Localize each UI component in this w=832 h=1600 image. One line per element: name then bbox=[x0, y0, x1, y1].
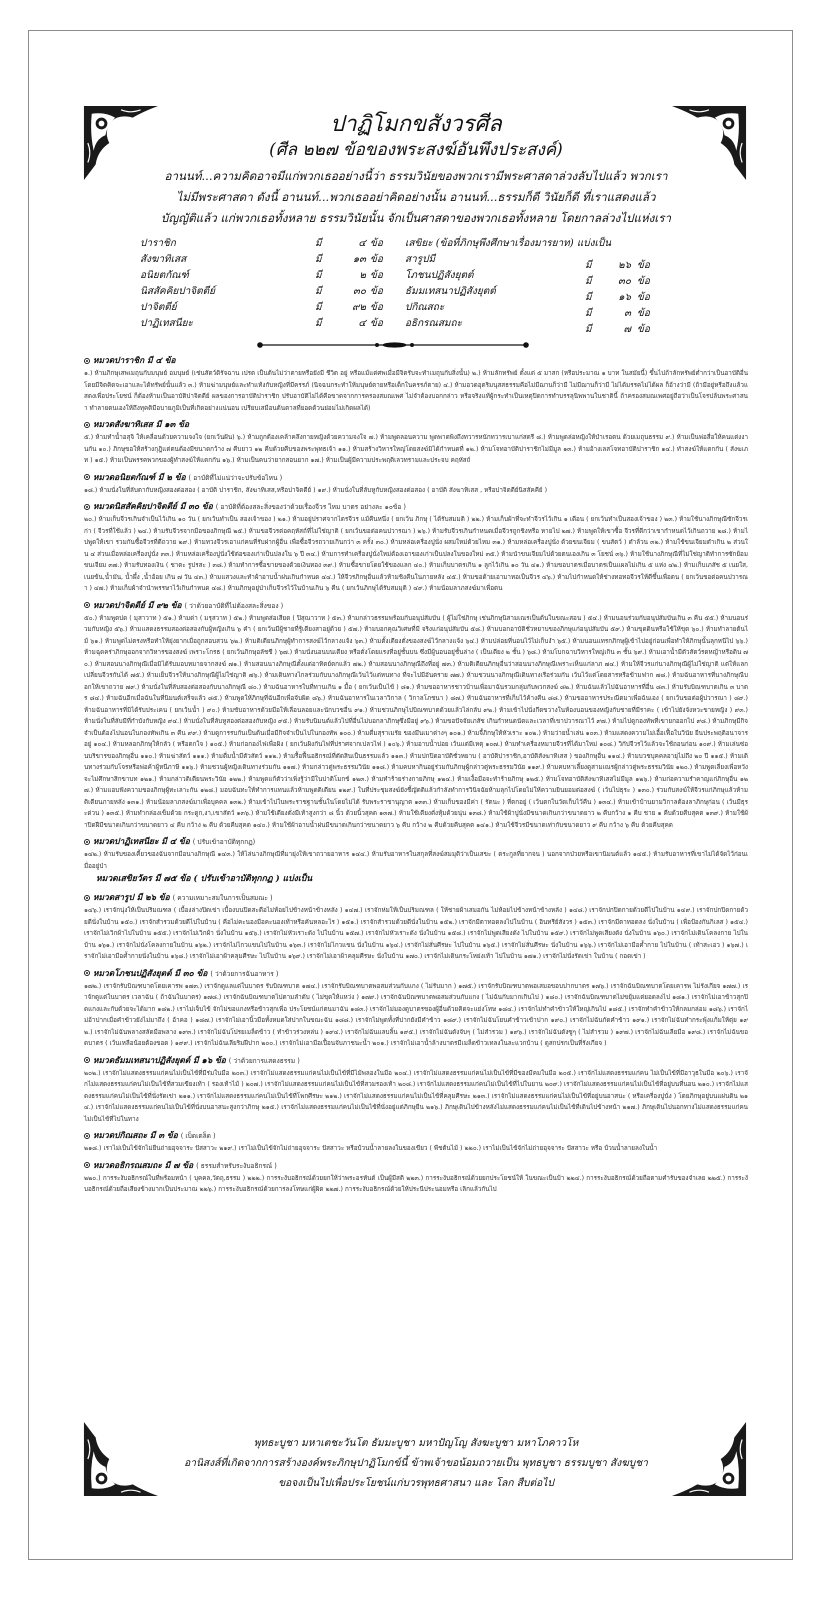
category-name: สังฆาทิเสส bbox=[140, 254, 187, 265]
page-title: ปาฏิโมกขสังวรศีล bbox=[330, 112, 502, 137]
footer-line: พุทธะบูชา มหาเตชะวันโต ธัมมะบูชา มหาปัญโญ สังฆะบูชา มหาโภคาวโห bbox=[253, 1438, 579, 1449]
group-heading-main: หมวดเสขิยวัตร มี ๗๕ ข้อ bbox=[96, 874, 191, 884]
has-label: มี bbox=[585, 308, 592, 319]
section-title: หมวดปกิณสถะ มี ๓ ข้อ bbox=[93, 1130, 178, 1140]
section-heading bbox=[84, 1158, 748, 1173]
section-note: ( อาบัติที่ต้องสละสิ่งของว่าด้วยเรื่องจีวร ไหม บาตร อย่างละ ๑๐ข้อ ) bbox=[215, 503, 407, 511]
unit-label: ข้อ bbox=[637, 308, 650, 319]
section-heading bbox=[84, 1128, 748, 1143]
unit-label: ข้อ bbox=[637, 292, 650, 303]
summary-row bbox=[140, 252, 400, 268]
bullet-icon bbox=[84, 970, 90, 976]
seikhiya-summary-row bbox=[585, 274, 725, 290]
unit-label: ข้อ bbox=[637, 260, 650, 271]
seikhiya-header: เสขิยะ (ข้อที่ภิกษุพึงศึกษาเรื่องมารยาท) แบ่งเป็น bbox=[405, 238, 612, 249]
section-text: ๒๒๐.) การระงับอธิกรณ์ในที่พร้อมหน้า ( บุคคล,วัตถุ,ธรรม ) ๒๒๒.) การระงับอธิกรณ์ด้วยยกให้ว่าพระอรหันต์ เป็นผู้มีสติ ๒๒๓.) การระงับอธิกรณ์ด้วยยกประโยชน์ให้ ในขณะเป็นบ้า ๒๒๔.) การระงับอธิกรณ์ด้วยถือตามคำรับของจำเลย ๒๒๕.) การระงับอธิกรณ์ด้วยถือเสียงข้างมากเป็นประมาณ ๒๒๖.) การระงับอธิกรณ์ด้วยการลงโทษแก่ผู้ผิด ๒๒๗.) การระงับอธิกรณ์ด้วยให้ประนีประนอมหรือ เลิกแล้วกันไป bbox=[84, 1174, 748, 1193]
unit-label: ข้อ bbox=[370, 270, 383, 281]
divider-ornament bbox=[257, 341, 529, 349]
unit-label: ข้อ bbox=[370, 286, 383, 297]
section-note: ( ว่าด้วยการฉันอาหาร ) bbox=[210, 969, 279, 978]
has-label: มี bbox=[315, 286, 322, 297]
section-text: ๑๔๖.) เราจักนุ่งให้เป็นปริมณฑล ( เบื้องล่างปิดเข่า เบื้องบนปิดสะดือไม่ห้อยไปข้างหน้าข้างหลัง ) ๑๔๗.) เราจักห่มให้เป็นปริมณฑล ( ให้ชายผ้าเสมอกัน ไม่ห้อยไปข้างหน้าข้างหลัง ) ๑๔๘.) เราจักปกปิดกายด้วยดีไปในบ้าน ๑๔๙.) เราจักปกปิดกายด้วยดีนั่งในบ้าน ๑๕๐.) เราจักสำรวมด้วยดีไปในบ้าน ( คือไม่คะนองมือคะนองเท้าหรือคันหลอะไร ) ๑๕๑.) เราจักสำรวมด้วยดีนั่งในบ้าน ๑๕๒.) เราจักมีตาทอดลงไปในบ้าน ( อินทรีย์สังวร ) ๑๕๓.) เราจักมีตาทอดลง นั่งในบ้าน ( เพื่อป้องกันกิเลส ) ๑๕๔.) เราจักไม่เวิกผ้าไปในบ้าน ๑๕๕.) เราจักไม่เวิกผ้า นั่งในบ้าน ๑๕๖.) เราจักไม่หัวเราะดัง ไปในบ้าน ๑๕๗.) เราจักไม่หัวเราะดัง นั่งในบ้าน ๑๕๘.) เราจักไม่พูดเสียงดัง ไปในบ้าน ๑๕๙.) เราจักไม่พูดเสียงดัง นั่งในบ้าน ๑๖๐.) เราจักไม่เดินโคลงกาย ไปในบ้าน ๑๖๑.) เราจักไม่นั่งโคลงกายในบ้าน ๑๖๒.) เราจักไม่ไกวแขนไปในบ้าน ๑๖๓.) เราจักไม่ไกวแขน นั่งในบ้าน ๑๖๔.) เราจักไม่สั่นศีรษะ ไปในบ้าน ๑๖๕.) เราจักไม่สั่นศีรษะ นั่งในบ้าน ๑๖๖.) เราจักไม่เอามือค้ำกาย ไปในบ้าน ( เท้าสะเอว ) ๑๖๗.) เราจักไม่เอามือค้ำกายนั่งในบ้าน ๑๖๘.) เราจักไม่เอาผ้าคลุมศีรษะ ไปในบ้าน ๑๖๙.) เราจักไม่เอาผ้าคลุมศีรษะ นั่งในบ้าน ๑๗๐.) เราจักไม่เดินกระโหย่งเท้า ไปในบ้าน ๑๗๑.) เราจักไม่นั่งรัดเข่า ในบ้าน ( กอดเข่า ) bbox=[84, 907, 748, 960]
section-title: หมวดสารูป มี ๒๖ ข้อ bbox=[93, 892, 170, 902]
section-title: หมวดสังฆาทิเสส มี ๑๓ ข้อ bbox=[93, 419, 189, 429]
section-text: ๕.) ห้ามทำน้ำอสุจิ ให้เคลื่อนด้วยความจงใจ (ยกเว้นฝัน) ๖.) ห้ามถูกต้องเคล้าคลึงกายหญิงด้วยความจงใจ ๗.) ห้ามพูดลอนความ พูดพาดพิงถึงทวารหนักทวารเบาแก่สตรี ๘.) ห้ามพูดล่อหญิงให้บำเรอตน ด้วยเมถุนธรรม ๙.) ห้ามเป็นพ่อสื่อให้คนแต่งงานกัน ๑๐.) ภิกษุขอให้สร้างกุฎิแต่ตนต้องมีขนาดกว้าง ๗ คืบยาว ๑๒ คืบด้วยคืบของพระพุทธเจ้า ๑๑.) ห้ามสร้างวิหารใหญ่โดยสงฆ์มิได้กำหนดที่ ๑๒.) ห้ามโจทอาบัติปาราชิกไม่มีมูล ๑๓.) ห้ามอ้างเลสโจทอาบัติปาราชิก ๑๔.) ทำสงฆ์ให้แตกกัน ( สังฆเภท ) ๑๕.) ห้ามเป็นพรรคพวกของผู้ทำสงฆ์ให้แตกกัน ๑๖.) ห้ามเป็นคนว่ายากสอนยาก ๑๗.) ห้ามเป็นผู้มีความประพฤติเลวทรามและประจบ คฤหัสถ์ bbox=[84, 434, 748, 464]
unit-label: ข้อ bbox=[637, 276, 650, 287]
summary-row bbox=[140, 316, 400, 332]
group-heading-paren: ( ปรับเข้าอาบัติทุกกฏ ) bbox=[193, 874, 280, 884]
section-text: ๑๗๒.) เราจักรับบิณฑบาตโดยเคารพ ๑๗๓.) เราจักดูแลแต่ในบาตร รับบิณฑบาต ๑๗๔.) เราจักรับบิณฑบาตพอสมส่วนกับแกง ( ไม่รับมาก ) ๑๗๕.) เราจักรับบิณฑบาตพอเสมอขอบปากบาตร ๑๗๖.) เราจักฉันบิณฑบาตโดยเคารพ ไม่รังเกียจ ๑๗๗.) เราจักดูแต่ในบาตร เวลาฉัน ( ถ้าฉันในบาตร) ๑๗๘.) เราจักฉันบิณฑบาตไปตามลำดับ ( ไม่ขุดให้แหว่ง ) ๑๗๙.) เราจักฉันบิณฑบาตพอสมส่วนกับแกง ( ไม่ฉันกับมากเกินไป ) ๑๘๐.) เราจักฉันบิณฑบาตไม่ขยุ้มแต่ยอดลงไป ๑๘๑.) เราจักไม่เอาข้าวสุกปิดแกงและกับด้วยจะได้มาก ๑๘๒.) เราไม่เจ็บไข้ จักไม่ขอแกงหรือข้าวสุกเพื่อ ประโยชน์แก่ตนมาฉัน ๑๘๓.) เราจักไม่มองดูบาตรของผู้อื่นด้วยคิดจะแย่งโทษ ๑๘๔.) เราจักไม่ทำคำข้าวให้ใหญ่เกินไป ๑๘๕.) เราจักทำคำข้าวให้กลมกล่อม ๑๘๖.) เราจักไม่อ้าปากเมื่อคำข้าวยังไม่มาถึง ( อ้าคอ ) ๑๘๗.) เราจักไม่เอานิ้วมือทั้งหมดใส่ปากในขณะฉัน ๑๘๘.) เราจักไม่พูดทั้งที่ปากยังมีคำข้าว ๑๘๙.) เราจักไม่ฉันโยนคำข้าวเข้าปาก ๑๙๐.) เราจักไม่ฉันกัดคำข้าว ๑๙๑.) เราจักไม่ฉันทำกระพุ้งแก้มให้ตุ่ย ๑๙๒.) เราจักไม่ฉันพลางสลัดมือพลาง ๑๙๓.) เราจักไม่ฉันโปรยเมล็ดข้าว ( ทำข้าวร่วงหล่น ) ๑๙๔.) เราจักไม่ฉันแลบลิ้น ๑๙๕.) เราจักไม่ฉันดังจับๆ ( ไม่สำรวม ) ๑๙๖.) เราจักไม่ฉันดังซูๆ ( ไม่สำรวม ) ๑๙๗.) เราจักไม่ฉันเลียมือ ๑๙๘.) เราจักไม่ฉันขอดบาตร ( เว้นเหลือน้อยต้องขอด ) ๑๙๙.) เราจักไม่ฉันเลียริมฝีปาก ๒๐๐.) เราจักไม่เอามือเปื้อนจับภาชนะน้ำ ๒๐๑.) เราจักไม่เอาน้ำล้างบาตรมีเมล็ดข้าวเทลงในละแวกบ้าน ( ดูสกปรกเป็นที่รังเกียจ ) bbox=[84, 982, 748, 1047]
precept-count: ๑๓ bbox=[352, 254, 366, 265]
bullet-icon bbox=[84, 1162, 90, 1168]
precept-count: ๗ bbox=[623, 324, 631, 335]
section-text: ๑.) ห้ามภิกษุเสพเมถุนกับมนุษย์ อมนุษย์ (เช่นสัตว์ดิรัจฉาน เปรต เป็นต้นไม่ว่าตายหรือยังมี ชีวิต อยู่ หรือแม้แต่ศพเมื่อมีจิตรับจะทำเมถุนกับสิ่งนั้น) ๒.) ห้ามลักทรัพย์ ตั้งแต่ ๕ มาสก (หรือประมาณ ๑ บาท ในสมัยนี้) ขึ้นไปถ้าลักทรัพย์ต่ำกว่าเป็นอาบัติอื่น โดยมีจิตคิดจะเอาและได้ทรัพย์นั้นแล้ว ๓.) ห้ามฆ่ามนุษย์และทำแท้งกับหญิงที่มีครรภ์ (นิจฉนกระทำให้มนุษย์ตายหรือเด็กในครรภ์ตาย) ๔.) ห้ามอวดอุตริมนุสสธรรมคือไม่มีฌานก็ว่ามี ไม่มีฌานก็ว่ามี ไม่ได้มรรคไม่ได้ผล ก็อ้างว่ามี (ถ้ามีอยู่หรือถึงแล้วแสดงเพื่อประโยชน์ ก็ต้องห้ามเป็นอาบัติปาจิตตีย์ ผลของการอาบัติปาราชิก ปรับอาบัติไม่ได้คือขาดจากการครองสมณเพศ ไม่จำต้องบอกกล่าว หรือจริงแท้ผู้กระทำเป็นเหตุปิดการทำบรรลุนิพพานในชาตินี้ ถ้าครองสมณเพศอยู่ถือว่าเป็นโจรปล้นพระศาสนา ทำลายตนเองให้ถึงทุคติมีอบายภูมิเป็นที่เกิดอย่างแน่นอน เปรียบเสมือนต้นตาลที่ยอดด้วนย่อมไม่เกิดผลได้) bbox=[84, 370, 748, 412]
has-label: มี bbox=[315, 238, 322, 249]
section-heading bbox=[84, 353, 748, 368]
unit-label: ข้อ bbox=[370, 318, 383, 329]
bullet-icon bbox=[84, 422, 90, 428]
section-heading bbox=[84, 890, 748, 905]
seikhiya-summary-row bbox=[585, 258, 725, 274]
section-heading bbox=[84, 417, 748, 432]
section-note: ( ว่าด้วยอาบัติที่ไม่ต้องสละสิ่งของ ) bbox=[184, 601, 284, 610]
has-label: มี bbox=[585, 260, 592, 271]
section-heading bbox=[84, 499, 748, 514]
category-name: ปาราชิก bbox=[140, 238, 176, 249]
intro-line: อานนท์...ความคิดอาจมีแก่พวกเธออย่างนี้ว่า ธรรมวินัยของพวกเรามีพระศาสดาล่วงลับไปแล้ว พวกเรา bbox=[164, 169, 668, 183]
bullet-icon bbox=[84, 602, 90, 608]
section-title: หมวดอธิกรณสมถะ มี ๗ ข้อ bbox=[93, 1159, 194, 1170]
section-title: หมวดปาจิตตีย์ มี ๙๒ ข้อ bbox=[93, 599, 182, 610]
section-heading bbox=[84, 1053, 748, 1068]
seikhiya-category-name: โภชนปฏิสังยุตต์ bbox=[405, 270, 474, 281]
precept-count: ๒ bbox=[359, 270, 366, 281]
precept-count: ๒๖ bbox=[618, 260, 631, 271]
precept-count: ๔ bbox=[358, 318, 366, 329]
summary-row bbox=[140, 268, 400, 284]
has-label: มี bbox=[315, 270, 322, 281]
has-label: มี bbox=[315, 254, 322, 265]
section-title: หมวดนิสสัคคิยปาจิตตีย์ มี ๓๐ ข้อ bbox=[93, 501, 213, 511]
section-heading bbox=[84, 966, 748, 981]
section-note: ( เบ็ดเตล็ด ) bbox=[180, 1132, 216, 1140]
precept-count: ๑๖ bbox=[618, 292, 631, 303]
section-title: หมวดโภชนปฏิสังยุตต์ มี ๓๐ ข้อ bbox=[93, 967, 208, 978]
category-name: นิสสัคคิยปาจิตตีย์ bbox=[140, 286, 215, 297]
has-label: มี bbox=[585, 276, 592, 287]
footer-line: ขอจงเป็นไปเพื่อประโยชน์แก่บวรพุทธศาสนา และ โลก สืบต่อไป bbox=[278, 1478, 554, 1489]
precept-count: ๓๐ bbox=[353, 286, 366, 297]
section-note: ( ธรรมสำหรับระงับอธิกรณ์ ) bbox=[196, 1161, 277, 1170]
bullet-icon bbox=[84, 895, 90, 901]
category-name: ปาฏิเทสนียะ bbox=[140, 318, 193, 329]
precept-count: ๔ bbox=[358, 238, 366, 249]
seikhiya-summary-row bbox=[585, 322, 725, 338]
intro-quote bbox=[130, 166, 702, 229]
intro-line: ไม่มีพระศาสดา ดังนี้ อานนท์...พวกเธออย่าคิดอย่างนั้น อานนท์...ธรรมก็ดี วินัยก็ดี ที่เราแสดงแล้ว bbox=[176, 190, 656, 204]
seikhiya-category-name: ปกิณสถะ bbox=[405, 302, 445, 313]
section-heading bbox=[84, 598, 748, 613]
seikhiya-category-name: สารูปมี bbox=[405, 254, 436, 265]
section-title: หมวดปาราชิก มี ๔ ข้อ bbox=[93, 355, 176, 365]
summary-row bbox=[140, 300, 400, 316]
section-text: ๒๑๘.) เราไม่เป็นไข้จักไม่ยืนถ่ายอุจจาระ ปัสสาวะ ๒๑๙.) เราไม่เป็นไข้จักไม่ถ่ายอุจจาระ ปัสสาวะ หรือบ้วนน้ำลายลงในของเขียว ( พืชต้นไม้ ) ๒๒๐.) เราไม่เป็นไข้จักไม่ถ่ายอุจจาระ ปัสสาวะ หรือ บ้วนน้ำลายลงในน้ำ bbox=[84, 1145, 658, 1152]
unit-label: ข้อ bbox=[370, 254, 383, 265]
summary-row bbox=[140, 284, 400, 300]
precepts-body bbox=[84, 350, 748, 1196]
section-text: ๑๘.) ห้ามนั่งในที่ลับตากับหญิงสองต่อสอง ( อาบัติ ปาราชิก, สังฆาทิเสส,หรือปาจิตตีย์ ) ๑๙.) ห้ามนั่งในที่ลับหูกับหญิงสองต่อสอง ( อาบัติ สังฆาทิเสส , หรือปาจิตตีย์นิสสัคคีย์ ) bbox=[84, 486, 548, 494]
section-note: ( ความเหมาะสมในการเป็นสมณะ ) bbox=[172, 894, 273, 902]
bullet-icon bbox=[84, 474, 90, 480]
section-text: ๒๐.) ห้ามเก็บจีวรเกินจำเป็นไว้เกิน ๑๐ วัน ( ยกเว้นทำเป็น สองเจ้าของ ) ๒๑.) ห้ามอยู่ปราศจากไตรจีวร แม้คืนหนึ่ง ( ยกเว้น ภิกษุ ( ได้รับสมมติ ) ๒๒.) ห้ามเก็บผ้าที่จะทำจีวรไว้เกิน ๑ เดือน ( ยกเว้นทำเป็นสองเจ้าของ ) ๒๓.) ห้ามใช้นางภิกษุณีซักจีวรเก่า ( จีวรที่ใช้แล้ว ) ๒๔.) ห้ามรับจีวรจากมือของภิกษุณี ๒๕.) ห้ามขอจีวรต่อคฤหัสถ์ที่ไม่ใช่ญาติ ( ยกเว้นขอต่อคนปวารณา ) ๒๖.) ห้ามรับจีวรเกินกำหนดเมื่อจีวรถูกชิงหรือ หายไป ๒๗.) ห้ามพูดให้เขาซื้อ จีวรที่ดีกว่าเขากำหนดไว้เกินถวาย ๒๘.) ห้ามไปพูดให้เขา รวมกันซื้อจีวรที่ดีถวาย ๒๙.) ห้ามทวงจีวรเอาแก่คนที่รับฝากผู้อื่น เพื่อซื้อจีวรถวายเกินกว่า ๓ ครั้ง ๓๐.) ห้ามหล่อเครื่องปูนั่ง ผสมใหม่ด้วยไหม ๓๑.) ห้ามหล่อเครื่องปูนั่ง ด้วยขนเจียม ( ขนสัตว์ ) ดำล้วน ๓๒.) ห้ามใช้ขนเจียมดำเกิน ๒ ส่วนใน ๔ ส่วนเมื่อหล่อเครื่องปูนั่ง ๓๓.) ห้ามหล่อเครื่องปูนั่งใช้ต่อของเก่าเป็นปลงใน ๖ ปี ๓๔.) ห้ามการทำเครื่องปูนั่งใหม่ต้องเอาของเก่าเป็นปลงในของใหม่ ๓๕.) ห้ามนำขนเจียมไปด้วยตนเองเกิน ๓ โยชน์ ๓๖.) ห้ามใช้นางภิกษุณีที่ไม่ใช่ญาติทำการซักย้อมขนเจียม ๓๗.) ห้ามรับทองเงิน ( ชาตะ รูปรสะ ) ๓๘.) ห้ามทำการซื้อขายของด้วยเงินทอง ๓๙.) ห้ามซื้อขายโดยใช้ของแลก ๔๐.) ห้ามเก็บบาตรเกิน ๑ ลูกไว้เกิน ๑๐ วัน ๔๑.) ห้ามขอบาตรเมื่อบาตรเป็นแผลไม่เกิน ๕ แห่ง ๔๒.) ห้ามเก็บเภสัช ๕ เนยใส, เนยข้น,น้ำมัน, น้ำผึ้ง ,น้ำอ้อย เกิน ๗ วัน ๔๓.) ห้ามแสวงและทำผ้าอาบน้ำฝนเกินกำหนด ๔๔.) ให้จีวรภิกษุอื่นแล้วห้ามชิงคืนในภายหลัง ๔๕.) ห้ามขอด้ายเอามาทอเป็นจีวร ๔๖.) ห้ามไปกำหนดให้ช่างทอทอจีวรให้ดีขึ้นเพื่อตน ( ยกเว้นขอต่อคนปวารณา ) ๔๗.) ห้ามเก็บผ้าจำนำพรรษาไว้เกินกำหนด ๔๘.) ห้ามภิกษุอยู่ป่าเก็บจีวรไว้ในบ้านเกิน ๖ คืน ( ยกเว้นภิกษุได้รับสมมุติ ) ๔๙.) ห้ามน้อมลาภสงฆ์มาเพื่อตน bbox=[84, 516, 748, 592]
has-label: มี bbox=[585, 292, 592, 303]
seikhiya-category-name: ธัมมเทสนาปฏิสังยุตต์ bbox=[405, 286, 496, 297]
section-heading bbox=[84, 470, 748, 485]
precept-count: ๙๒ bbox=[352, 302, 366, 313]
section-title: หมวดธัมมเทสนาปฏิสังยุตต์ มี ๑๖ ข้อ bbox=[93, 1054, 226, 1065]
section-text: ๕๐.) ห้ามพูดปด ( มุสาวาท ) ๕๑.) ห้ามด่า ( มรุสวาท ) ๕๒.) ห้ามพูดส่อเสียด ( ปิสุณาวาท ) ๕๓.) ห้ามกล่าวธรรมพร้อมกับอนุปสัมบัน ( ผู้ไม่ใช่ภิกษุ เช่นภิกษุนิสามเณรเป็นต้นในขณะสอน ) ๕๔.) ห้ามนอนร่วมกับอนุปสัมบันเกิน ๓ คืน ๕๕.) ห้ามนอนร่วมกับหญิง ๕๖.) ห้ามแสดงธรรมสองต่อสองกับผู้หญิงเกิน ๖ คำ ( ยกเว้นมีผู้ชายที่รู้เดียงสาอยู่ด้วย ) ๕๗.) ห้ามบอกคุณวิเศษที่มี จริงแก่อนุปสัมบัน ๕๘.) ห้ามบอกอาบัติชั่วหยาบของภิกษุแก่อนุปสัมบัน ๕๙.) ห้ามขุดดินหรือใช้ให้ขุด ๖๐.) ห้ามทำลายต้นไม้ ๖๑.) ห้ามพูดไม่ตรงหรือทำให้ยุ่งยากเมื่อถูกสอบสวน ๖๒.) ห้ามติเตียนภิกษุผู้ทำการสงฆ์ไว้กลางแจ้ง ๖๓.) ห้ามตั้งเตียงตั่งของสงฆ์ไว้กลางแจ้ง ๖๔.) ห้ามปล่อยที่นอนไว้ไม่เก็บงำ ๖๕.) ห้ามนอนแทรกภิกษุผู้เข้าไปอยู่ก่อนเพื่อทำให้ภิกษุนั้นลุกหนีไป ๖๖.) ห้ามฉุดคร่าภิกษุออกจากวิหารของสงฆ์ เพราะโกรธ ( ยกเว้นภิกษุอลัชชี ) ๖๗.) ห้ามนั่งนอนบนเตียง หรือตั่งโดยแรงที่อยู่ชั้นบน ซึ่งมีผู้นอนอยู่ชั้นล่าง ( เป็นเตียง ๒ ชั้น ) ๖๘.) ห้ามโบกฉาบวิหารใหญ่เกิน ๓ ชั้น ๖๙.) ห้ามเอาน้ำมีตัวสัตว์รดหญ้าหรือดิน ๗๐.) ห้ามสอนนางภิกษุณีเมื่อมิได้รับมอบหมายจากสงฆ์ ๗๑.) ห้ามสอนนางภิกษุณีตั้งแต่อาทิตย์ตกแล้ว ๗๒.) ห้ามสอนนางภิกษุณีถึงที่อยู่ ๗๓.) ห้ามติเตียนภิกษุอื่นว่าสอนนางภิกษุณีเพราะเห็นแก่ลาภ ๗๔.) ห้ามให้จีวรแก่นางภิกษุณีผู้ไม่ใช่ญาติ แต่ให้แลก เปลี่ยนจีวรกันได้ ๗๕.) ห้ามเย็บจีวรให้นางภิกษุณีผู้ไม่ใช่ญาติ ๗๖.) ห้ามเดินทางไกลร่วมกับนางภิกษุณีเว้นไว้แต่หนทาง ที่จะไปมีอันตราย ๗๗.) ห้ามชวนนางภิกษุณีเดินทางเรือร่วมกัน เว้นไว้แต่โดยสารหรือข้ามฟาก ๗๘.) ห้ามฉันอาหารที่นางภิกษุณีบอกให้เขาถวาย ๗๙.) ห้ามนั่งในที่ลับสองต่อสองกับนางภิกษุณี ๘๐.) ห้ามฉันอาหารในที่ทานเกิน ๑ มื้อ ( ยกเว้นเป็นไข้ ) ๘๑.) ห้ามขออาหารชาวบ้านเพื่อมาฉันรวมกลุ่มกับพวกสงฆ์ ๘๒.) ห้ามฉันแล้วไปฉันอาหารที่อื่น ๘๓.) ห้ามรับบิณฑบาตเกิน ๓ บาตร ๘๔.) ห้ามฉันอีกเมื่อฉันในที่นิมนต์เสร็จแล้ว ๘๕.) ห้ามพูดให้ภิกษุที่ฉันอีกเพื่อจับผิด ๘๖.) ห้ามฉันอาหารในเวลาวิกาล ( วิกาลโภชนา ) ๘๗.) ห้ามฉันอาหารที่เก็บไว้ค้างคืน ๘๘.) ห้ามขออาหารประณีตมาเพื่อฉันเอง ( ยกเว้นขอต่อผู้ปวารณา ) ๘๙.) ห้ามฉันอาหารที่มิได้รับประเคน ( ยกเว้นน้ำ ) ๙๐.) ห้ามขับอาหารด้วยมือให้เลื่อนลอยและนักบวชอื่น ๙๑.) ห้ามชวนภิกษุไปบิณฑบาตด้วยแล้วไล่กลับ ๙๒.) ห้ามเข้าไปนั่งกีดขวางในห้องนอนของหญิงกับชายที่มีราคะ ( เข้าไปยังจังหวะขายหญิง ) ๙๓.) ห้ามนั่งในที่ลับมีที่กำบังกับหญิง ๙๔.) ห้ามนั่งในที่ลับหูสองต่อสองกับหญิง ๙๕.) ห้ามรับนิมนต์แล้วไปที่อื่นไม่บอกลาภิกษุซึ่งมีอยู่ ๙๖.) ห้ามขอปัจจัยเภสัช เกินกำหนดนัดและเวลาที่เขาปวารณาไว้ ๙๗.) ห้ามไปดูกองทัพที่เขายกออกไป ๙๘.) ห้ามภิกษุมีกิจจำเป็นต้องไปนอนในกองทัพเกิน ๓ คืน ๙๙.) ห้ามดูการรบกันเป็นต้นเมื่อมีกิจจำเป็นไปในกองทัพ ๑๐๐.) ห้ามดื่มสุราเมรัย ของมึนเมาต่างๆ ๑๐๑.) ห้ามจี้ภิกษุให้หัวเราะ ๑๐๒.) ห้ามว่ายน้ำเล่น ๑๐๓.) ห้ามแสดงความไม่เอื้อเฟื้อในวินัย ยืนประพฤติอนาจารอยู่ ๑๐๔.) ห้ามหลอกภิกษุให้กลัว ( หรือตกใจ ) ๑๐๕.) ห้ามก่อกองไฟเพื่อผิง ( ยกเว้นผิงกันไฟที่ปราศจากเปลวไฟ ) ๑๐๖.) ห้ามอาบน้ำบ่อย เว้นแต่มีเหตุ ๑๐๗.) ห้ามทำเครื่องหมายจีวรที่ได้มาใหม่ ๑๐๘.) วิกัปจีวรไว้แล้วจะใช้ถอนก่อน ๑๐๙.) ห้ามเล่นซ่อนบริขารของภิกษุอื่น ๑๑๐.) ห้ามฆ่าสัตว์ ๑๑๑.) ห้ามดื่มน้ำมีตัวสัตว์ ๑๑๒.) ห้ามรื้อฟื้นอธิกรณ์ที่ตัดสินเป็นธรรมแล้ว ๑๑๓.) ห้ามปกปิดอาบัติชั่วหยาบ ( อาบัติปาราชิก,อาบัติสังฆาทิเสส ) ของภิกษุอื่น ๑๑๔.) ห้ามบวชบุคคลอายุไม่ถึง ๒๐ ปี ๑๑๕.) ห้ามเดินทางร่วมกับโจรหรือพ่อค้าผู้หนีภาษี ๑๑๖.) ห้ามชวนผู้หญิงเดินทางร่วมกัน ๑๑๗.) ห้ามกล่าวตู่พระธรรมวินัย ๑๑๘.) ห้ามคบหากินอยู่ร่วมกับภิกษุผู้กล่าวตู่พระธรรมวินัย ๑๑๙.) ห้ามคบหาเลี้ยงดูสามเณรผู้กล่าวตู่พระธรรมวินัย ๑๒๐.) ห้ามพูดเลี่ยงเพื่อหวังจะไม่ศึกษาสิกขาบท ๑๒๑.) ห้ามกล่าวติเตียนพระวินัย ๑๒๒.) ห้ามพูดแก้ตัวว่าเพิ่งรู้ว่ามีในปาติโมกข์ ๑๒๓.) ห้ามทำร้ายร่างกายภิกษุ ๑๒๔.) ห้ามเงื้อมือจะทำร้ายภิกษุ ๑๒๕.) ห้ามโจทอาบัติสังฆาทิเสสไม่มีมูล ๑๒๖.) ห้ามก่อความรำคาญแก่ภิกษุอื่น ๑๒๗.) ห้ามแอบฟังความของภิกษุผู้ทะเลาะกัน ๑๒๘.) มอบฉันทะให้ทำการแทนแล้วห้ามพูดติเตียน ๑๒๙.) ในที่ประชุมสงฆ์ยังชี้ญัตติแล้วกำลังทำการวินิจฉัยห้ามลุกไปโดยไม่ให้ความยินยอมต่อสงฆ์ ( เว้นไปธุระ ) ๑๓๐.) ร่วมกับสงฆ์ให้จีวรแก่ภิกษุแล้วห้ามติเตียนภายหลัง ๑๓๑.) ห้ามน้อมลาภสงฆ์มาเพื่อบุคคล ๑๓๒.) ห้ามเข้าไปในพระราชฐานชั้นในโดยไม่ได้ รับพระราชานุญาต ๑๓๓.) ห้ามเก็บของมีค่า ( รัตนะ ) ที่ตกอยู่ ( เว้นตกในวัดเก็บไว้คืน ) ๑๓๔.) ห้ามเข้าบ้านยามวิกาลต้องลาภิกษุก่อน ( เว้นมีธุระด่วน ) ๑๓๕.) ห้ามทำกล่องเข็มด้วย กระดูก,งา,เขาสัตว์ ๑๓๖.) ห้ามใช้เตียงตั่งมีเท้าสูงกว่า ๘ นิ้ว ด้วยนิ้วสุคต ๑๓๗.) ห้ามใช้เตียงตั่งหุ้มด้วยนุ่น ๑๓๘.) ห้ามใช้ผ้าปูนั่งมีขนาดเกินกว่าขนาดยาว ๒ คืบกว้าง ๑ คืบ ชาย ๑ คืบด้วยคืบสุคต ๑๓๙.) ห้ามใช้ผ้าปิดฝีมีขนาดเกินกว่าขนาดยาว ๔ คืบ กว้าง ๒ คืบ ด้วยคืบสุคต ๑๔๐.) ห้ามใช้ผ้าอาบน้ำฝนมีขนาดเกินกว่าขนาดยาว ๖ คืบ กว้าง ๒ คืบด้วยคืบสุคต ๑๔๑.) ห้ามใช้จีวรมีขนาดเท่ากับขนาดยาว ๙ คืบ กว้าง ๖ คืบ ด้วยคืบสุคต bbox=[84, 614, 748, 829]
seikhiya-category-name: อธิกรณสมถะ bbox=[405, 318, 462, 329]
seikhiya-group-heading bbox=[96, 872, 748, 887]
bullet-icon bbox=[84, 839, 90, 845]
section-heading bbox=[84, 834, 748, 849]
bullet-icon bbox=[84, 504, 90, 510]
section-title: หมวดอนิยตกัณฑ์ มี ๒ ข้อ bbox=[93, 471, 186, 482]
has-label: มี bbox=[315, 318, 322, 329]
section-text: ๒๐๒.) เราจักไม่แสดงธรรมแก่คนไม่เป็นไข้ที่มีร่มในมือ ๒๐๓.) เราจักไม่แสดงธรรมแก่คนไม่เป็นไข้ที่มีไม้พลองในมือ ๒๐๔.) เราจักไม่แสดงธรรมแก่คนไม่เป็นไข้ที่มีของมีคมในมือ ๒๐๕.) เราจักไม่แสดงธรรมแก่คน ไม่เป็นไข้ที่มีอาวุธในมือ ๒๐๖.) เราจักไม่แสดงธรรมแก่คนไม่เป็นไข้ที่สวมเขียงเท้า ( รองเท้าไม้ ) ๒๐๗.) เราจักไม่แสดงธรรมแก่คนไม่เป็นไข้ที่สวมรองเท้า ๒๐๘.) เราจักไม่แสดงธรรมแก่คนไม่เป็นไข้ที่ไปในยาน ๒๐๙.) เราจักไม่แสดงธรรมแก่คนไม่เป็นไข้ที่อยู่บนที่นอน ๒๑๐.) เราจักไม่แสดงธรรมแก่คนไม่เป็นไข้ที่นั่งรัดเข่า ๒๑๑.) เราจักไม่แสดงธรรมแก่คนไม่เป็นไข้ที่โพกศีรษะ ๒๑๒.) เราจักไม่แสดงธรรมแก่คนไม่เป็นไข้ที่คลุมศีรษะ ๒๑๓.) เราจักไม่แสดงธรรมแก่คนไม่เป็นไข้ที่อยู่บนอาสนะ ( หรือเครื่องปูนั่ง ) โดยภิกษุอยู่บนแผ่นดิน ๒๑๔.) เราจักไม่แสดงธรรมแก่คนไม่เป็นไข้ที่นั่งบนอาสนะสูงกว่าภิกษุ ๒๑๕.) เราจักไม่แสดงธรรมแก่คนไม่เป็นไข้ที่นั่งอยู่แต่ภิกษุยืน ๒๑๖.) ภิกษุเดินไปข้างหลังไม่แสดงธรรมแก่คนไม่เป็นไข้ที่เดินไปข้างหน้า ๒๑๗.) ภิกษุเดินไปนอกทางไม่แสดงธรรมแก่คนไม่เป็นไข้ที่ไปในทาง bbox=[84, 1069, 748, 1123]
section-title: หมวดปาฏิเทสนียะ มี ๔ ข้อ bbox=[93, 836, 190, 846]
section-note: ( ปรับเข้าอาบัติทุกกฏ) bbox=[192, 838, 256, 846]
seikhiya-summary-row bbox=[585, 290, 725, 306]
precept-count: ๓๐ bbox=[618, 276, 631, 287]
section-note: ( ว่าด้วยการแสดงธรรม ) bbox=[228, 1056, 300, 1065]
category-name: ปาจิตตีย์ bbox=[140, 302, 177, 313]
intro-line: บัญญัติแล้ว แก่พวกเธอทั้งหลาย ธรรมวินัยนั้น จักเป็นศาสดาของพวกเธอทั้งหลาย โดยกาลล่วงไปแห่งเรา bbox=[161, 211, 671, 225]
section-text: ๑๔๒.) ห้ามรับของเคี้ยวของฉันจากมือนางภิกษุณี ๑๔๓.) ให้ไล่นางภิกษุณีที่มายุ่งให้เขาถวายอาหาร ๑๔๔.) ห้ามรับอาหารในสกุลที่สงฆ์สมมุติว่าเป็นเสขะ ( ตระกูลที่ยากจน ) นอกจากป่วยหรือเขานิมนต์แล้ว ๑๔๕.) ห้ามรับอาหารที่เขาไม่ได้จัดไว้ก่อนเมื่ออยู่ป่า bbox=[84, 851, 748, 870]
dedication-footer bbox=[0, 1434, 832, 1494]
has-label: มี bbox=[585, 324, 592, 335]
unit-label: ข้อ bbox=[370, 302, 383, 313]
precept-count: ๓ bbox=[624, 308, 631, 319]
category-name: อนิยตกัณฑ์ bbox=[140, 270, 189, 281]
seikhiya-summary-row bbox=[585, 306, 725, 322]
bullet-icon bbox=[84, 1133, 90, 1139]
section-note: ( อาบัติที่ไม่แน่ว่าจะปรับข้อไหน ) bbox=[188, 473, 283, 482]
page-subtitle: (ศีล ๒๒๗ ข้อของพระสงฆ์อันพึงประสงค์) bbox=[269, 140, 563, 160]
summary-row bbox=[140, 236, 400, 252]
group-heading-suffix: แบ่งเป็น bbox=[282, 874, 313, 884]
footer-line: อานิสงส์ที่เกิดจากการสร้างองค์พระภิกษุปาฏิโมกข์นี้ ข้าพเจ้าขอน้อมถวายเป็น พุทธบูชา ธรรมบูชา สังฆบูชา bbox=[184, 1458, 648, 1469]
has-label: มี bbox=[315, 302, 322, 313]
unit-label: ข้อ bbox=[637, 324, 650, 335]
unit-label: ข้อ bbox=[370, 238, 383, 249]
bullet-icon bbox=[84, 1057, 90, 1063]
bullet-icon bbox=[84, 358, 90, 364]
